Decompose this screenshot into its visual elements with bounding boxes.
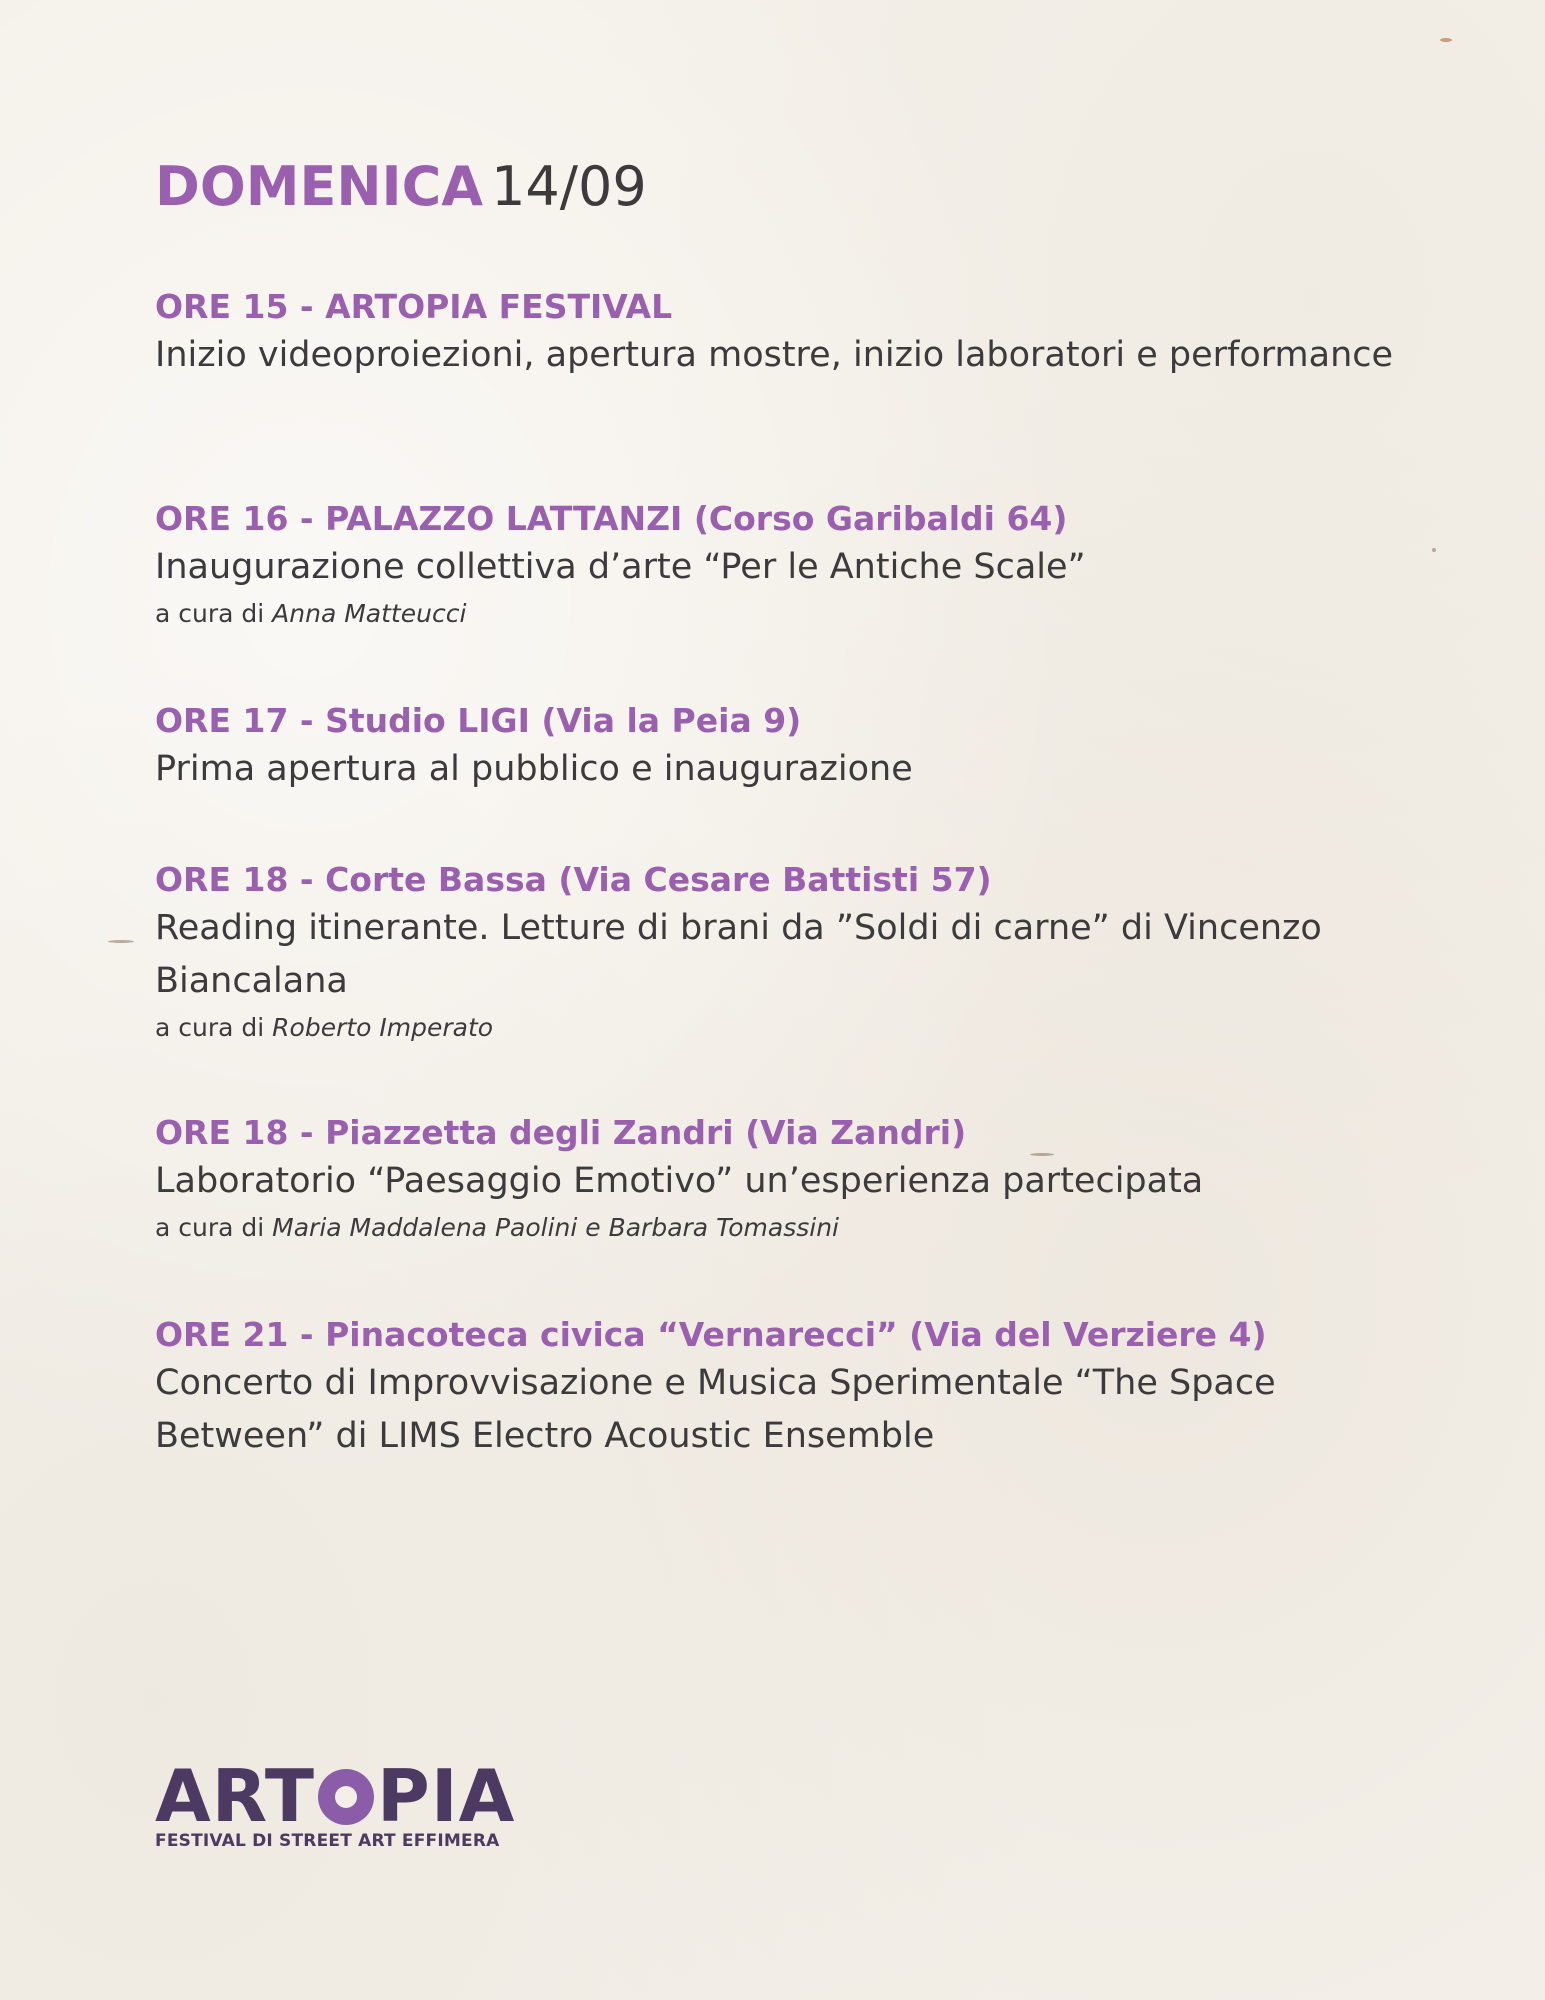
curator-name: Maria Maddalena Paolini e Barbara Tomassini xyxy=(272,1213,840,1242)
event-item xyxy=(155,699,1405,796)
date-label: 14/09 xyxy=(491,155,647,218)
paper-speck xyxy=(1432,548,1436,552)
day-label: DOMENICA xyxy=(155,155,484,218)
artopia-logo xyxy=(155,1754,545,1852)
event-curator xyxy=(155,1210,1405,1246)
paper-speck xyxy=(108,940,134,943)
curator-name: Anna Matteucci xyxy=(272,599,467,628)
logo-word-end: PIA xyxy=(377,1754,516,1838)
curator-name: Roberto Imperato xyxy=(272,1013,494,1042)
event-heading: ORE 18 - Corte Bassa (Via Cesare Battisti 57) xyxy=(155,860,992,899)
event-description: Laboratorio “Paesaggio Emotivo” un’esperienza partecipata xyxy=(155,1161,1204,1201)
event-curator xyxy=(155,596,1405,632)
event-item xyxy=(155,858,1405,1046)
event-heading: ORE 21 - Pinacoteca civica “Vernarecci” (Via del Verziere 4) xyxy=(155,1315,1267,1354)
event-heading: ORE 18 - Piazzetta degli Zandri (Via Zandri) xyxy=(155,1113,967,1152)
event-description: Inaugurazione collettiva d’arte “Per le Antiche Scale” xyxy=(155,547,1086,587)
event-heading: ORE 15 - ARTOPIA FESTIVAL xyxy=(155,287,673,326)
logo-wordmark xyxy=(155,1754,545,1838)
logo-word-start: ART xyxy=(155,1754,316,1838)
event-heading: ORE 17 - Studio LIGI (Via la Peia 9) xyxy=(155,701,802,740)
page-title xyxy=(155,154,647,220)
event-heading: ORE 16 - PALAZZO LATTANZI (Corso Garibaldi 64) xyxy=(155,499,1068,538)
event-description: Reading itinerante. Letture di brani da ”Soldi di carne” di Vincenzo Biancalana xyxy=(155,908,1322,1001)
event-curator xyxy=(155,1010,1405,1046)
event-item xyxy=(155,497,1405,632)
logo-o-circle-icon xyxy=(318,1769,374,1825)
curator-prefix: a cura di xyxy=(155,1213,265,1242)
event-description: Prima apertura al pubblico e inaugurazione xyxy=(155,749,913,789)
event-item xyxy=(155,1313,1405,1463)
curator-prefix: a cura di xyxy=(155,1013,265,1042)
logo-tagline: FESTIVAL DI STREET ART EFFIMERA xyxy=(155,1831,500,1851)
event-item xyxy=(155,1111,1405,1246)
paper-speck xyxy=(1440,38,1452,42)
event-item xyxy=(155,285,1405,382)
event-description: Inizio videoproiezioni, apertura mostre, inizio laboratori e performance xyxy=(155,335,1394,375)
event-description: Concerto di Improvvisazione e Musica Sperimentale “The Space Between” di LIMS Electro Acoustic Ensemble xyxy=(155,1363,1276,1456)
curator-prefix: a cura di xyxy=(155,599,265,628)
